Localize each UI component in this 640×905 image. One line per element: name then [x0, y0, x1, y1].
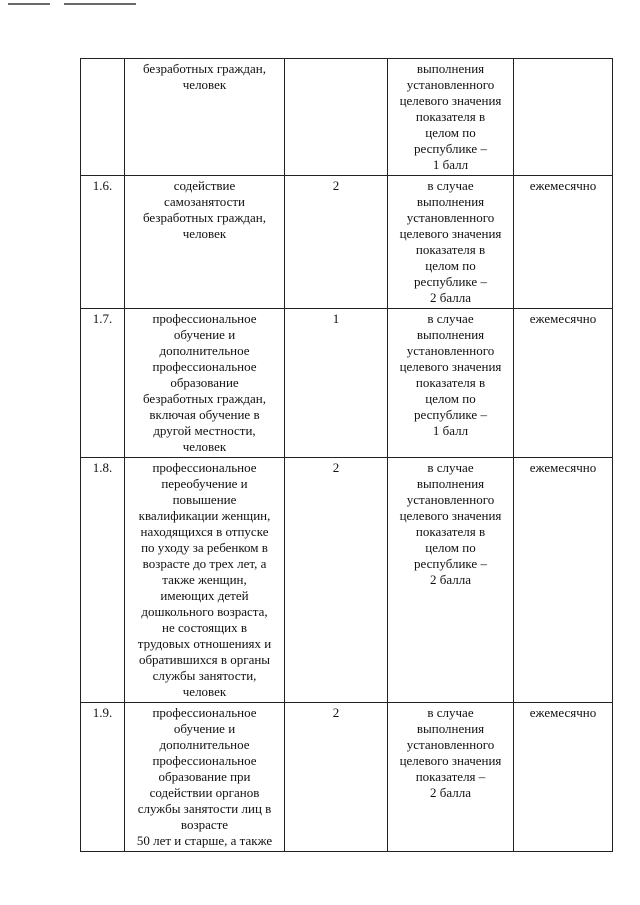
indicators-table [80, 58, 613, 852]
indicator-points: 2 [285, 458, 388, 703]
item-number: 1.7. [81, 309, 125, 458]
item-number [81, 59, 125, 176]
item-number: 1.9. [81, 703, 125, 852]
item-number: 1.6. [81, 176, 125, 309]
indicator-points [285, 59, 388, 176]
scoring-condition: в случае выполнения установленного целевого значения показателя в целом по республике – 2 балла [388, 458, 514, 703]
table-row [81, 176, 613, 309]
reporting-frequency: ежемесячно [514, 458, 613, 703]
indicator-description: безработных граждан, человек [125, 59, 285, 176]
reporting-frequency: ежемесячно [514, 176, 613, 309]
reporting-frequency: ежемесячно [514, 703, 613, 852]
table-row [81, 458, 613, 703]
table-row [81, 703, 613, 852]
scoring-condition: в случае выполнения установленного целевого значения показателя в целом по республике – 2 балла [388, 176, 514, 309]
indicator-description: профессиональное обучение и дополнительное профессиональное образование безработных граждан, включая обучение в другой местности, человек [125, 309, 285, 458]
reporting-frequency: ежемесячно [514, 309, 613, 458]
header-rule-right [64, 3, 136, 5]
indicator-description: профессиональное переобучение и повышение квалификации женщин, находящихся в отпуске по уходу за ребенком в возрасте до трех лет, а также женщин, имеющих детей дошкольного возраста, не состоящих в трудовых отношениях и обратившихся в органы службы занятости, человек [125, 458, 285, 703]
item-number: 1.8. [81, 458, 125, 703]
table-row [81, 59, 613, 176]
scoring-condition: в случае выполнения установленного целевого значения показателя – 2 балла [388, 703, 514, 852]
indicator-points: 2 [285, 703, 388, 852]
indicator-points: 1 [285, 309, 388, 458]
indicator-description: содействие самозанятости безработных граждан, человек [125, 176, 285, 309]
header-rule-left [8, 3, 50, 5]
reporting-frequency [514, 59, 613, 176]
table-row [81, 309, 613, 458]
scoring-condition: выполнения установленного целевого значения показателя в целом по республике – 1 балл [388, 59, 514, 176]
scoring-condition: в случае выполнения установленного целевого значения показателя в целом по республике – 1 балл [388, 309, 514, 458]
indicator-description: профессиональное обучение и дополнительное профессиональное образование при содействии органов службы занятости лиц в возрасте 50 лет и старше, а также [125, 703, 285, 852]
indicator-points: 2 [285, 176, 388, 309]
